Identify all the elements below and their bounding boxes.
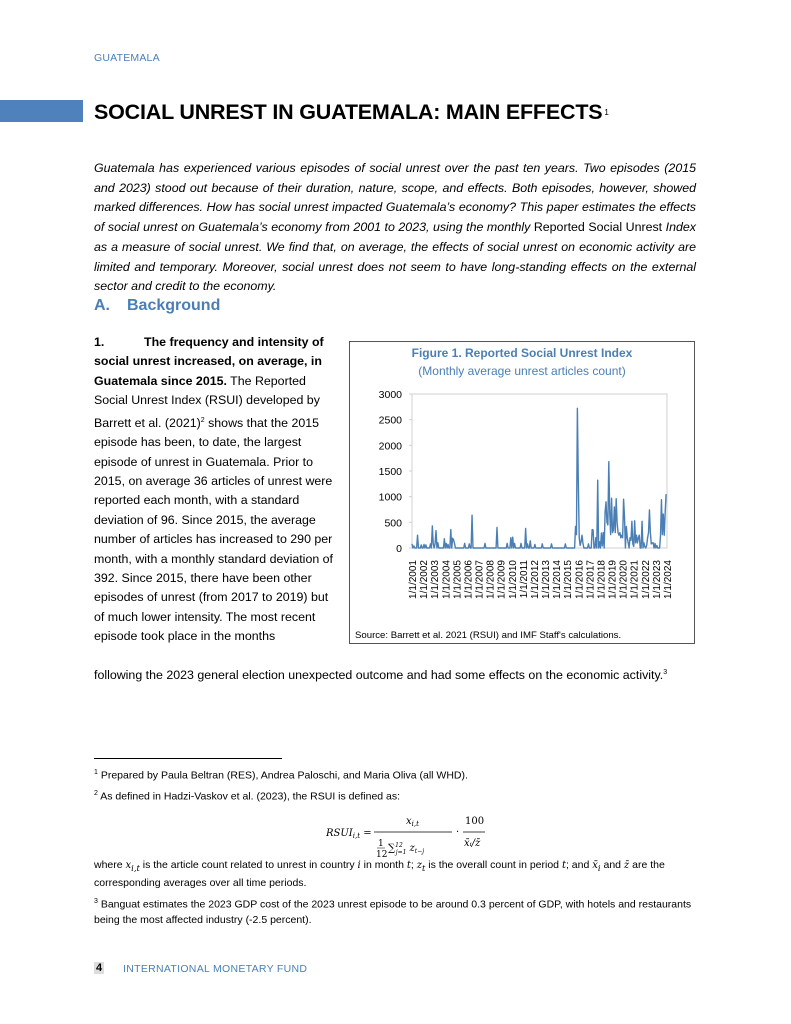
formula-100: 100 [465, 816, 485, 827]
footnote-3-marker: 3 [94, 898, 98, 905]
x-tick-label: 1/1/2012 [529, 560, 541, 599]
abstract-index-name: Reported Social Unrest [533, 220, 663, 235]
footer-publisher: INTERNATIONAL MONETARY FUND [123, 963, 308, 975]
formula-lhs: $RSUI_{i,t}$ = [326, 828, 372, 840]
x-tick-label: 1/1/2020 [618, 560, 630, 599]
x-tick-label: 1/1/2001 [408, 560, 419, 599]
footnote-separator [94, 758, 282, 759]
figure-title: Figure 1. Reported Social Unrest Index [411, 346, 633, 360]
figure-source: Source: Barrett et al. 2021 (RSUI) and IMF Staff's calculations. [355, 630, 622, 641]
x-tick-label: 1/1/2007 [474, 560, 486, 599]
running-head: GUATEMALA [94, 52, 160, 64]
y-tick-label: 3000 [378, 389, 402, 401]
y-tick-label: 1000 [378, 491, 402, 504]
paragraph-text-b: shows that the 2015 episode has been, to date, the largest episode of unrest in Guatemala. Prior to 2015, on average 36 articles of unrest were reported each month, with a standard deviation of 96. Since 2015, the average number of articles has increased to 290 per month, with a monthly standard deviation of 392. Since 2015, there have been other episodes of unrest (from 2017 to 2019) but of much lower intensity. The most recent episode took place in the months [94, 415, 333, 644]
formula-sum: ∑$^{12}$ j=1 $z_{t-j}$ [388, 842, 425, 856]
x-tick-label: 1/1/2022 [640, 560, 652, 599]
x-tick-label: 1/1/2019 [607, 560, 619, 599]
footnote-3 [94, 894, 694, 928]
abstract-text-2: Index as a measure of social unrest. We find that, on average, the effects of social unrest on economic activity are limited and temporary. Moreover, social unrest does not seem to have long-standing effects on the external sector and credit to the economy. [94, 220, 696, 294]
x-tick-label: 1/1/2013 [541, 560, 553, 599]
x-tick-label: 1/1/2011 [518, 560, 530, 599]
x-tick-label: 1/1/2015 [563, 560, 575, 599]
footnote-2-marker: 2 [94, 790, 98, 797]
plot-area-border [412, 394, 667, 548]
x-tick-label: 1/1/2017 [585, 560, 597, 599]
section-heading [94, 297, 220, 315]
footnote-ref-3[interactable]: 3 [663, 669, 668, 676]
x-tick-label: 1/1/2002 [419, 560, 431, 599]
figure-1 [349, 341, 695, 644]
footnote-2-text: As defined in Hadzi-Vaskov et al. (2023), the RSUI is defined as: [100, 790, 401, 803]
x-tick-label: 1/1/2004 [441, 560, 453, 599]
formula-dot: · [456, 827, 460, 838]
abstract [94, 159, 696, 297]
x-tick-label: 1/1/2018 [596, 560, 608, 599]
paragraph-1 [94, 333, 340, 647]
x-tick-label: 1/1/2005 [452, 560, 464, 599]
footnote-2-where: where $x_{i,t}$ is the article count related to unrest in country i in month t; $z_t$ is the overall count in period t; and $x̄_i$ and z̄ are the corresponding averages over all time periods. [94, 859, 665, 889]
x-tick-label: 1/1/2023 [651, 560, 663, 599]
figure-subtitle: (Monthly average unrest articles count) [418, 364, 626, 378]
footnote-3-text: Banguat estimates the 2023 GDP cost of the 2023 unrest episode to be around 0.3 percent of GDP, with hotels and restaurants being the most affected industry (-2.5 percent). [94, 898, 692, 926]
formula-denominator: 1 [378, 839, 384, 849]
paragraph-text-c: following the 2023 general election unexpected outcome and had some effects on the economic activity. [94, 668, 664, 683]
paragraph-number: 1. [94, 335, 105, 349]
x-tick-label: 1/1/2006 [463, 560, 475, 599]
x-tick-label: 1/1/2008 [485, 560, 497, 599]
rsui-series-line [412, 408, 666, 548]
x-tick-label: 1/1/2003 [430, 560, 442, 599]
footnote-1-marker: 1 [94, 769, 98, 776]
paragraph-lead: The frequency and intensity of social unrest increased, on average, in Guatemala since 2015. [94, 335, 324, 388]
abstract-text-1: Guatemala has experienced various episodes of social unrest over the past ten years. Two episodes (2015 and 2023) stood out because of their duration, nature, scope, and effects. Both episodes, however, showed marked differences. How has social unrest impacted Guatemala’s economy? This paper estimates the effects of social unrest on Guatemala’s economy from 2001 to 2023, using the monthly [94, 161, 696, 235]
y-tick-label: 1500 [378, 466, 402, 478]
x-tick-label: 1/1/2010 [507, 560, 519, 599]
footnote-1-text: Prepared by Paula Beltran (RES), Andrea Paloschi, and Maria Oliva (all WHD). [100, 769, 468, 782]
footnote-2 [94, 786, 694, 805]
y-tick-label: 500 [384, 517, 402, 530]
formula-twelve: 12 [376, 850, 388, 858]
formula-ratio: x̄ᵢ/z̄ [464, 838, 481, 849]
y-tick-label: 2000 [378, 440, 402, 453]
x-tick-label: 1/1/2016 [574, 560, 586, 599]
page-number: 4 [96, 962, 103, 974]
page-title-text: SOCIAL UNREST IN GUATEMALA: MAIN EFFECTS [94, 100, 603, 124]
footnote-ref-2[interactable]: 2 [200, 416, 205, 424]
footnote-1 [94, 765, 694, 784]
paragraph-1-continued [94, 663, 696, 686]
x-tick-label: 1/1/2024 [663, 560, 674, 599]
section-number: A. [94, 297, 110, 314]
formula-numerator: $x_{i,t}$ [406, 816, 419, 828]
x-tick-label: 1/1/2009 [496, 560, 508, 599]
title-accent-bar [0, 100, 83, 122]
paragraph-text-a: The Reported Social Unrest Index (RSUI) developed by Barrett et al. (2021) [94, 373, 320, 430]
x-tick-label: 1/1/2021 [629, 560, 641, 599]
y-tick-label: 0 [396, 543, 402, 555]
page-title [94, 100, 609, 125]
rsui-line-chart [350, 342, 696, 645]
rsui-formula [326, 810, 486, 861]
section-title: Background [127, 297, 221, 314]
rsui-formula-svg [326, 810, 486, 858]
title-footnote-ref[interactable]: 1 [604, 108, 609, 117]
y-tick-label: 2500 [378, 414, 402, 427]
x-tick-label: 1/1/2014 [552, 560, 564, 599]
